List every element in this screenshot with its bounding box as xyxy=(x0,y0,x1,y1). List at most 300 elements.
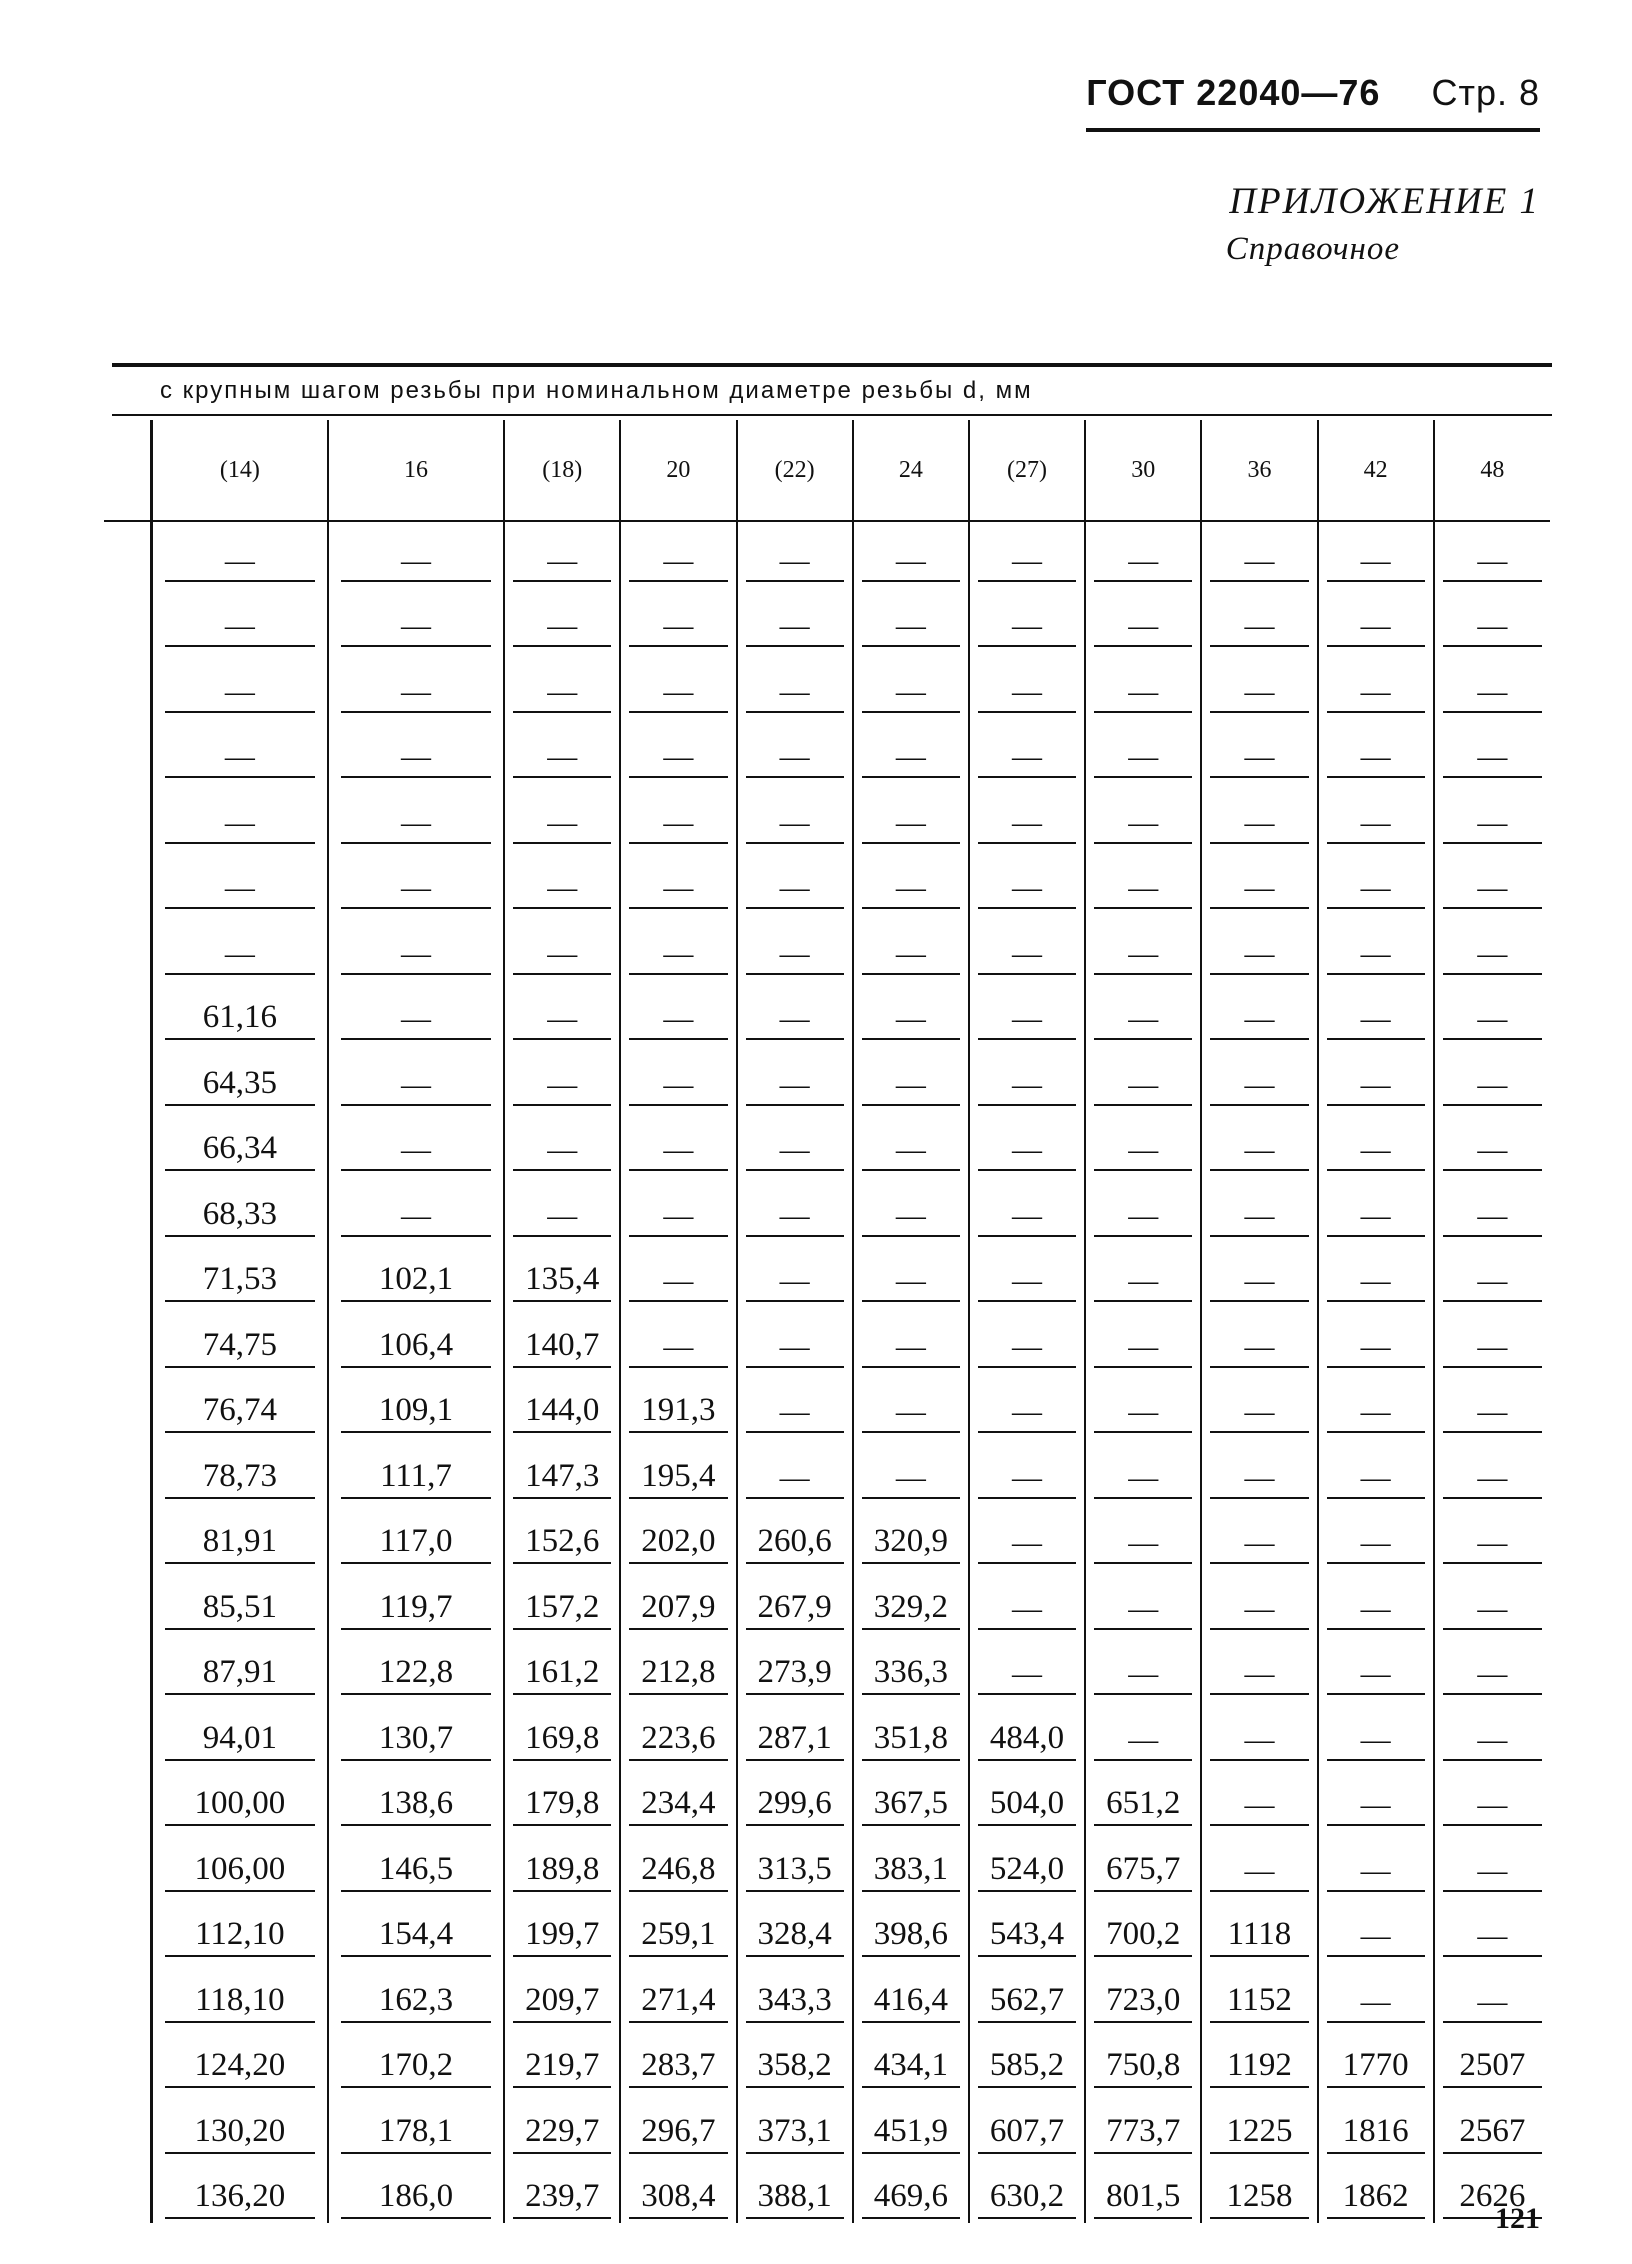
table-cell xyxy=(853,1961,969,2027)
cell-value: — xyxy=(165,544,314,582)
cell-value: 1118 xyxy=(1210,1916,1308,1957)
table-cell xyxy=(152,1568,328,1634)
cell-value: 106,00 xyxy=(165,1851,314,1892)
cell-value: 398,6 xyxy=(862,1916,960,1957)
cell-value: — xyxy=(1094,1330,1192,1368)
table-cell xyxy=(1201,1306,1317,1372)
cell-value: 117,0 xyxy=(341,1523,491,1564)
caption-divider xyxy=(112,414,1552,416)
cell-value: — xyxy=(862,675,960,713)
cell-value: — xyxy=(1327,1395,1425,1433)
cell-value: — xyxy=(978,1002,1076,1040)
cell-value: — xyxy=(1327,1002,1425,1040)
cell-value: — xyxy=(513,1068,611,1106)
cell-value: — xyxy=(513,1002,611,1040)
table-cell xyxy=(152,979,328,1045)
table-cell xyxy=(620,586,736,652)
cell-value: 343,3 xyxy=(746,1982,844,2023)
table-cell xyxy=(969,1044,1085,1110)
table-cell xyxy=(1318,1634,1434,1700)
cell-value: 94,01 xyxy=(165,1720,314,1761)
cell-value: 801,5 xyxy=(1094,2178,1192,2219)
cell-value: 229,7 xyxy=(513,2113,611,2154)
table-row xyxy=(152,1830,1551,1896)
cell-value: — xyxy=(862,1461,960,1499)
cell-value: 373,1 xyxy=(746,2113,844,2154)
cell-value: 383,1 xyxy=(862,1851,960,1892)
table-cell xyxy=(1085,1372,1201,1438)
cell-value: — xyxy=(862,1068,960,1106)
table-cell xyxy=(969,913,1085,979)
table-cell xyxy=(328,1765,504,1831)
table-cell xyxy=(737,1503,853,1569)
cell-value: 484,0 xyxy=(978,1720,1076,1761)
table-cell xyxy=(152,1372,328,1438)
table-cell xyxy=(328,1437,504,1503)
cell-value: — xyxy=(1327,675,1425,713)
cell-value: 100,00 xyxy=(165,1785,314,1826)
table-cell xyxy=(1201,1568,1317,1634)
table-cell xyxy=(620,979,736,1045)
cell-value: — xyxy=(1327,1330,1425,1368)
page-number: 121 xyxy=(1495,2202,1540,2235)
cell-value: 161,2 xyxy=(513,1654,611,1695)
cell-value: — xyxy=(1210,1854,1308,1892)
table-row xyxy=(152,979,1551,1045)
cell-value: — xyxy=(978,871,1076,909)
appendix-title: ПРИЛОЖЕНИЕ 1 xyxy=(1229,181,1540,222)
table-cell xyxy=(737,1830,853,1896)
cell-value: — xyxy=(1210,1788,1308,1826)
table-cell xyxy=(737,2158,853,2224)
table-cell xyxy=(1434,1110,1550,1176)
cell-value: — xyxy=(746,1068,844,1106)
table-cell xyxy=(1201,717,1317,783)
table-cell xyxy=(504,1110,620,1176)
cell-value: — xyxy=(629,1002,727,1040)
cell-value: 329,2 xyxy=(862,1589,960,1630)
cell-value: 74,75 xyxy=(165,1327,314,1368)
table-cell xyxy=(328,1044,504,1110)
table-cell xyxy=(152,717,328,783)
table-row xyxy=(152,1765,1551,1831)
cell-value: 195,4 xyxy=(629,1458,727,1499)
cell-value: — xyxy=(1327,1592,1425,1630)
table-cell xyxy=(1434,1634,1550,1700)
table-cell xyxy=(969,1110,1085,1176)
cell-value: 246,8 xyxy=(629,1851,727,1892)
table-cell xyxy=(1318,2027,1434,2093)
cell-value: — xyxy=(746,1264,844,1302)
table-cell xyxy=(504,1241,620,1307)
cell-value: — xyxy=(1210,740,1308,778)
cell-value: — xyxy=(978,544,1076,582)
table-cell xyxy=(1085,1503,1201,1569)
cell-value: 630,2 xyxy=(978,2178,1076,2219)
table-cell xyxy=(969,717,1085,783)
table-cell xyxy=(1085,979,1201,1045)
table-cell xyxy=(152,1699,328,1765)
table-cell xyxy=(1201,1699,1317,1765)
cell-value: — xyxy=(746,675,844,713)
table-cell xyxy=(504,1568,620,1634)
table-cell xyxy=(1201,1241,1317,1307)
table-cell xyxy=(737,1699,853,1765)
cell-value: — xyxy=(746,740,844,778)
table-cell xyxy=(152,1044,328,1110)
table-cell xyxy=(1434,520,1550,586)
table-cell xyxy=(1085,1110,1201,1176)
table-cell xyxy=(1201,979,1317,1045)
table-cell xyxy=(1085,1568,1201,1634)
table-cell xyxy=(328,586,504,652)
cell-value: — xyxy=(513,1133,611,1171)
cell-value: 140,7 xyxy=(513,1327,611,1368)
cell-value: — xyxy=(629,609,727,647)
cell-value: — xyxy=(978,1330,1076,1368)
cell-value: 675,7 xyxy=(1094,1851,1192,1892)
table-cell xyxy=(737,1896,853,1962)
cell-value: — xyxy=(1443,806,1542,844)
table-cell xyxy=(620,2027,736,2093)
cell-value: — xyxy=(165,937,314,975)
cell-value: 260,6 xyxy=(746,1523,844,1564)
cell-value: 700,2 xyxy=(1094,1916,1192,1957)
cell-value: — xyxy=(1327,1526,1425,1564)
column-header: (27) xyxy=(969,420,1085,520)
cell-value: 106,4 xyxy=(341,1327,491,1368)
table-cell xyxy=(1085,1437,1201,1503)
table-cell xyxy=(1201,1896,1317,1962)
table-cell xyxy=(969,586,1085,652)
table-cell xyxy=(504,1765,620,1831)
table-cell xyxy=(853,979,969,1045)
table-cell xyxy=(853,1765,969,1831)
cell-value: 122,8 xyxy=(341,1654,491,1695)
table-cell xyxy=(853,1110,969,1176)
table-cell xyxy=(1434,2092,1550,2158)
table-cell xyxy=(620,1961,736,2027)
cell-value: — xyxy=(513,609,611,647)
table-cell xyxy=(1085,520,1201,586)
cell-value: 199,7 xyxy=(513,1916,611,1957)
table-cell xyxy=(737,979,853,1045)
table-cell xyxy=(152,520,328,586)
cell-value: — xyxy=(1094,1395,1192,1433)
cell-value: 651,2 xyxy=(1094,1785,1192,1826)
table-cell xyxy=(620,1896,736,1962)
table-cell xyxy=(328,1896,504,1962)
column-header: 48 xyxy=(1434,420,1550,520)
table-cell xyxy=(328,1634,504,1700)
cell-value: — xyxy=(1210,1461,1308,1499)
table-cell xyxy=(504,979,620,1045)
table-cell xyxy=(152,1634,328,1700)
table-cell xyxy=(1085,2027,1201,2093)
table-cell xyxy=(1318,1765,1434,1831)
cell-value: 61,16 xyxy=(165,999,314,1040)
table-cell xyxy=(1085,1634,1201,1700)
cell-value: 273,9 xyxy=(746,1654,844,1695)
table-cell xyxy=(969,1372,1085,1438)
table-cell xyxy=(1318,979,1434,1045)
cell-value: — xyxy=(165,806,314,844)
cell-value: — xyxy=(1094,1002,1192,1040)
cell-value: — xyxy=(862,1264,960,1302)
table-cell xyxy=(504,1896,620,1962)
cell-value: 112,10 xyxy=(165,1916,314,1957)
table-row xyxy=(152,586,1551,652)
cell-value: 367,5 xyxy=(862,1785,960,1826)
table-cell xyxy=(1434,848,1550,914)
table-cell xyxy=(969,1437,1085,1503)
table-cell xyxy=(328,2092,504,2158)
table-cell xyxy=(737,1634,853,1700)
table-cell xyxy=(620,1503,736,1569)
table-cell xyxy=(152,2027,328,2093)
cell-value: — xyxy=(1443,1002,1542,1040)
cell-value: — xyxy=(341,544,491,582)
table-row xyxy=(152,1306,1551,1372)
table-cell xyxy=(853,1568,969,1634)
cell-value: — xyxy=(1443,871,1542,909)
cell-value: 299,6 xyxy=(746,1785,844,1826)
table-cell xyxy=(620,1241,736,1307)
table-cell xyxy=(969,848,1085,914)
cell-value: — xyxy=(629,675,727,713)
table-cell xyxy=(504,1044,620,1110)
cell-value: — xyxy=(978,1395,1076,1433)
cell-value: — xyxy=(341,1068,491,1106)
table-cell xyxy=(504,586,620,652)
cell-value: — xyxy=(1327,937,1425,975)
cell-value: 119,7 xyxy=(341,1589,491,1630)
cell-value: 81,91 xyxy=(165,1523,314,1564)
table-row xyxy=(152,2027,1551,2093)
table-cell xyxy=(620,1830,736,1896)
cell-value: — xyxy=(1443,1919,1542,1957)
table-cell xyxy=(152,1503,328,1569)
table-cell xyxy=(1434,979,1550,1045)
cell-value: 186,0 xyxy=(341,2178,491,2219)
cell-value: 219,7 xyxy=(513,2047,611,2088)
cell-value: — xyxy=(1094,871,1192,909)
table-cell xyxy=(853,1241,969,1307)
table-cell xyxy=(620,2158,736,2224)
table-cell xyxy=(1201,782,1317,848)
table-cell xyxy=(620,1175,736,1241)
cell-value: — xyxy=(1210,675,1308,713)
table-cell xyxy=(1201,1044,1317,1110)
cell-value: — xyxy=(1094,1592,1192,1630)
cell-value: — xyxy=(862,544,960,582)
table-cell xyxy=(1085,2092,1201,2158)
cell-value: — xyxy=(746,1395,844,1433)
cell-value: 223,6 xyxy=(629,1720,727,1761)
table-cell xyxy=(504,651,620,717)
table-cell xyxy=(1434,586,1550,652)
table-cell xyxy=(1085,1241,1201,1307)
cell-value: — xyxy=(513,1199,611,1237)
table-cell xyxy=(737,1241,853,1307)
cell-value: 504,0 xyxy=(978,1785,1076,1826)
table-cell xyxy=(853,1634,969,1700)
table-cell xyxy=(1201,651,1317,717)
table-cell xyxy=(328,1830,504,1896)
table-cell xyxy=(737,782,853,848)
cell-value: — xyxy=(341,937,491,975)
table-cell xyxy=(328,1503,504,1569)
table-cell xyxy=(1085,1699,1201,1765)
table-cell xyxy=(737,1175,853,1241)
cell-value: — xyxy=(629,1330,727,1368)
cell-value: 191,3 xyxy=(629,1392,727,1433)
table-cell xyxy=(328,1110,504,1176)
cell-value: — xyxy=(1327,1133,1425,1171)
table-cell xyxy=(1201,1634,1317,1700)
table-cell xyxy=(1085,1765,1201,1831)
cell-value: — xyxy=(1443,1657,1542,1695)
cell-value: — xyxy=(1210,1592,1308,1630)
cell-value: — xyxy=(1094,1657,1192,1695)
cell-value: 179,8 xyxy=(513,1785,611,1826)
column-header: 42 xyxy=(1318,420,1434,520)
table-cell xyxy=(328,651,504,717)
table-cell xyxy=(504,1634,620,1700)
cell-value: — xyxy=(746,609,844,647)
table-row xyxy=(152,782,1551,848)
cell-value: — xyxy=(1443,1592,1542,1630)
cell-value: — xyxy=(1210,806,1308,844)
cell-value: — xyxy=(341,806,491,844)
appendix-heading xyxy=(1226,180,1540,268)
cell-value: — xyxy=(1094,1526,1192,1564)
table-cell xyxy=(1085,782,1201,848)
cell-value: — xyxy=(341,740,491,778)
table-cell xyxy=(328,1306,504,1372)
cell-value: 358,2 xyxy=(746,2047,844,2088)
cell-value: 1152 xyxy=(1210,1982,1308,2023)
table-cell xyxy=(152,1110,328,1176)
table-cell xyxy=(737,1961,853,2027)
table-cell xyxy=(1434,1568,1550,1634)
cell-value: — xyxy=(862,806,960,844)
cell-value: — xyxy=(1094,1199,1192,1237)
cell-value: 152,6 xyxy=(513,1523,611,1564)
table-cell xyxy=(1318,1830,1434,1896)
column-header: (22) xyxy=(737,420,853,520)
cell-value: 76,74 xyxy=(165,1392,314,1433)
table-cell xyxy=(737,1437,853,1503)
table-cell xyxy=(969,1241,1085,1307)
table-cell xyxy=(737,913,853,979)
cell-value: — xyxy=(746,544,844,582)
header-divider xyxy=(104,520,1550,522)
cell-value: — xyxy=(629,1068,727,1106)
table-cell xyxy=(152,1241,328,1307)
table-cell xyxy=(853,651,969,717)
cell-value: — xyxy=(1443,937,1542,975)
table-row xyxy=(152,2158,1551,2224)
cell-value: 130,20 xyxy=(165,2113,314,2154)
cell-value: — xyxy=(862,1133,960,1171)
table-row xyxy=(152,651,1551,717)
cell-value: 1816 xyxy=(1327,2113,1425,2154)
table-cell xyxy=(1201,520,1317,586)
cell-value: 138,6 xyxy=(341,1785,491,1826)
cell-value: — xyxy=(1094,675,1192,713)
cell-value: 135,4 xyxy=(513,1261,611,1302)
cell-value: — xyxy=(862,1330,960,1368)
cell-value: — xyxy=(746,937,844,975)
cell-value: — xyxy=(1443,1068,1542,1106)
table-cell xyxy=(853,1306,969,1372)
cell-value: 271,4 xyxy=(629,1982,727,2023)
table-cell xyxy=(969,1568,1085,1634)
table-cell xyxy=(152,2092,328,2158)
table-cell xyxy=(620,913,736,979)
cell-value: 66,34 xyxy=(165,1130,314,1171)
cell-value: — xyxy=(1327,806,1425,844)
cell-value: 723,0 xyxy=(1094,1982,1192,2023)
cell-value: — xyxy=(1327,1854,1425,1892)
cell-value: 162,3 xyxy=(341,1982,491,2023)
table-cell xyxy=(969,979,1085,1045)
cell-value: 147,3 xyxy=(513,1458,611,1499)
cell-value: — xyxy=(1210,1002,1308,1040)
cell-value: — xyxy=(165,609,314,647)
cell-value: — xyxy=(629,806,727,844)
table-cell xyxy=(1201,2158,1317,2224)
cell-value: — xyxy=(1327,609,1425,647)
table-row xyxy=(152,1568,1551,1634)
table-cell xyxy=(152,1437,328,1503)
cell-value: 154,4 xyxy=(341,1916,491,1957)
cell-value: — xyxy=(1094,740,1192,778)
table-cell xyxy=(152,2158,328,2224)
cell-value: — xyxy=(1443,1133,1542,1171)
standard-number: ГОСТ 22040—76 xyxy=(1086,72,1381,113)
table-cell xyxy=(328,782,504,848)
cell-value: — xyxy=(1210,1133,1308,1171)
table-cell xyxy=(504,1372,620,1438)
table-cell xyxy=(1434,2027,1550,2093)
cell-value: — xyxy=(746,1330,844,1368)
table-cell xyxy=(1434,1437,1550,1503)
table-cell xyxy=(1318,913,1434,979)
cell-value: 320,9 xyxy=(862,1523,960,1564)
table-cell xyxy=(1085,651,1201,717)
cell-value: — xyxy=(513,675,611,713)
cell-value: — xyxy=(513,937,611,975)
table-cell xyxy=(737,1306,853,1372)
table-cell xyxy=(1318,1110,1434,1176)
table-cell xyxy=(853,1896,969,1962)
cell-value: — xyxy=(1443,544,1542,582)
cell-value: 178,1 xyxy=(341,2113,491,2154)
cell-value: — xyxy=(978,740,1076,778)
cell-value: — xyxy=(341,675,491,713)
table-cell xyxy=(853,1175,969,1241)
table-cell xyxy=(1318,782,1434,848)
cell-value: 189,8 xyxy=(513,1851,611,1892)
table-cell xyxy=(1434,1503,1550,1569)
table-cell xyxy=(620,520,736,586)
cell-value: 434,1 xyxy=(862,2047,960,2088)
table-cell xyxy=(737,2092,853,2158)
table-cell xyxy=(1434,1372,1550,1438)
cell-value: — xyxy=(1327,1068,1425,1106)
